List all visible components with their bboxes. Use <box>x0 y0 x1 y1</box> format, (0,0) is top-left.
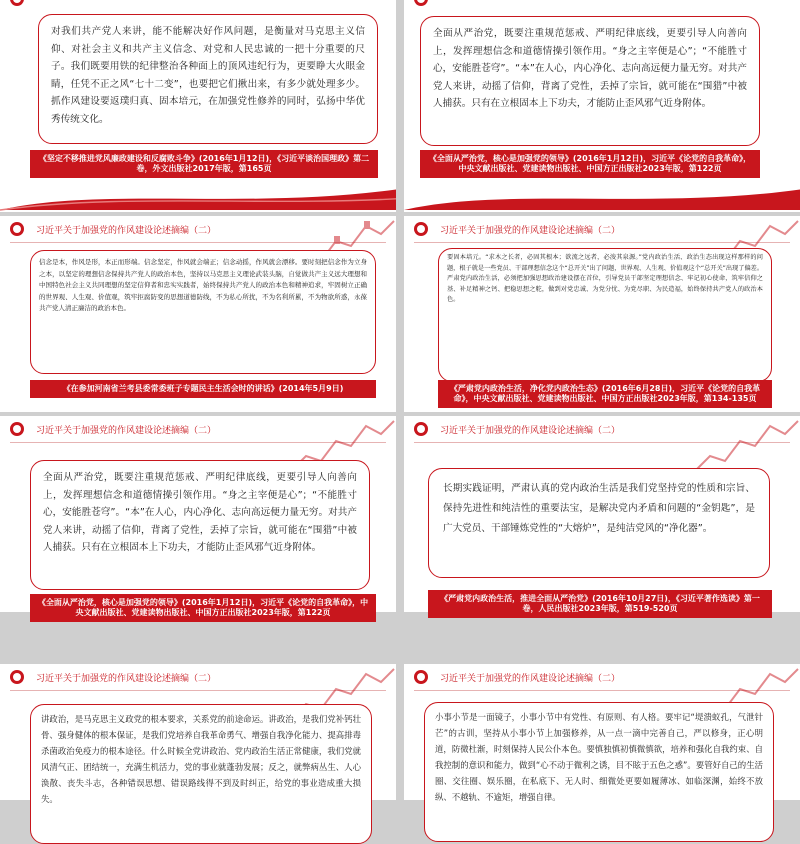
quote-text: 信念是本，作风是形，本正而形端。信念坚定，作风就会端正；信念动摇，作风就会漂移。要时刻把信念作为立身之本，以坚定的理想信念保持共产党人的政治本色，坚持以马克思主义理论武装头脑，自觉做共产主义远大理想和中国特色社会主义共同理想的坚定信仰者和忠实实践者，始终保持共产党人的政治本色和精神追求，牢固树立正确的世界观、人生观、价值观，筑牢拒腐防变的思想道德防线，不为私心所扰，不为名利所累，不为物欲所惑，永葆共产党人清正廉洁的政治本色。 <box>39 258 367 312</box>
citation-bar <box>420 150 760 178</box>
slide-8[interactable] <box>404 664 800 800</box>
citation-text: 《全面从严治党，核心是加强党的领导》(2016年1月12日)，习近平《论党的自我革命》，中央文献出版社、党建读物出版社、中国方正出版社2023年版，第122页 <box>428 154 752 173</box>
logo-badge-icon <box>10 670 24 684</box>
slide-title: 习近平关于加强党的作风建设论述摘编（二） <box>440 425 621 436</box>
citation-text: 《在参加河南省兰考县委常委班子专题民主生活会时的讲话》(2014年5月9日) <box>62 384 344 393</box>
logo-badge-icon <box>10 222 24 236</box>
quote-box <box>30 250 376 374</box>
quote-box <box>428 468 770 578</box>
logo-badge-icon <box>10 0 24 6</box>
citation-text: 《严肃党内政治生活，净化党内政治生态》(2016年6月28日)，习近平《论党的自我革命》，中央文献出版社、党建读物出版社、中国方正出版社2023年版，第134-135页 <box>449 384 761 403</box>
slide-header <box>404 0 800 12</box>
citation-text: 《全面从严治党，核心是加强党的领导》(2016年1月12日)，习近平《论党的自我革命》，中央文献出版社、党建读物出版社、中国方正出版社2023年版，第122页 <box>37 598 369 617</box>
slide-1[interactable] <box>0 0 396 212</box>
slide-header <box>0 0 396 12</box>
citation-text: 《坚定不移推进党风廉政建设和反腐败斗争》(2016年1月12日)，《习近平谈治国理政》第二卷，外文出版社2017年版，第165页 <box>38 154 370 173</box>
quote-text: 讲政治，是马克思主义政党的根本要求，关系党的前途命运。讲政治，是我们党补钙壮骨、强身健体的根本保证，是我们党培养自我革命勇气、增强自我净化能力、提高排毒杀菌政治免疫力的根本途径。什么时候全党讲政治、党内政治生活正常健康，我们党就风清气正、团结统一，充满生机活力，党的事业就蓬勃发展；反之，就弊病丛生、人心涣散、丧失斗志，各种错误思想、错误路线得不到及时纠正，给党的事业造成重大损失。 <box>41 714 361 804</box>
slide-6[interactable] <box>404 416 800 612</box>
logo-badge-icon <box>414 222 428 236</box>
quote-text: 全面从严治党，既要注重规范惩戒、严明纪律底线，更要引导人向善向上，发挥理想信念和道德情操引领作用。“身之主宰便是心”；“不能胜寸心，安能胜苍穹”。“本”在人心，内心净化、志向高远便力量无穷。对共产党人来讲，动摇了信仰，背离了党性，丢掉了宗旨，就可能在“围猎”中被人捕获。只有在立根固本上下功夫，才能防止歪风邪气近身附体。 <box>43 472 357 553</box>
citation-bar <box>428 590 772 618</box>
quote-box <box>420 16 760 146</box>
slide-title: 习近平关于加强党的作风建设论述摘编（二） <box>440 225 621 236</box>
logo-badge-icon <box>414 670 428 684</box>
slide-4[interactable] <box>404 216 800 412</box>
logo-badge-icon <box>10 422 24 436</box>
quote-text: 对我们共产党人来讲，能不能解决好作风问题，是衡量对马克思主义信仰、对社会主义和共产主义信念、对党和人民忠诚的一把十分重要的尺子。我们既要用铁的纪律整治各种面上的顶风违纪行为，更要睁大火眼金睛，任凭不正之风“七十二变”，也要把它们揪出来，有多少就处理多少。抓作风建设要返璞归真、固本培元，在加强党性修养的同时，弘扬中华优秀传统文化。 <box>51 26 365 125</box>
quote-box <box>438 248 772 382</box>
logo-badge-icon <box>414 422 428 436</box>
red-wave-decoration <box>404 182 800 210</box>
citation-bar <box>438 380 772 408</box>
slide-title: 习近平关于加强党的作风建设论述摘编（二） <box>36 425 217 436</box>
quote-box <box>30 460 370 590</box>
citation-bar <box>30 594 376 622</box>
citation-bar <box>30 150 378 178</box>
quote-box <box>30 704 372 844</box>
logo-badge-icon <box>414 0 428 6</box>
citation-bar <box>30 380 376 398</box>
quote-text: 要固本培元。“求木之长者，必固其根本；欲流之远者，必浚其泉源。”党内政治生活、政治生态出现这样那样的问题，根子就是一些党员、干部理想信念这个“总开关”出了问题，世界观、人生观、价值观这个“总开关”出现了偏差。严肃党内政治生活，必须把加强思想政治建设摆在首位，引导党员干部坚定理想信念、牢记初心使命，筑牢信仰之基、补足精神之钙、把稳思想之舵，做到对党忠诚、为党分忧、为党尽职、为民造福，始终保持共产党人的政治本色。 <box>447 254 764 303</box>
quote-box <box>38 14 378 144</box>
great-wall-icon <box>690 416 800 476</box>
quote-text: 全面从严治党，既要注重规范惩戒、严明纪律底线，更要引导人向善向上，发挥理想信念和道德情操引领作用。“身之主宰便是心”；“不能胜寸心，安能胜苍穹”。“本”在人心，内心净化、志向高远便力量无穷。对共产党人来讲，动摇了信仰，背离了党性，丢掉了宗旨，就可能在“围猎”中被人捕获。只有在立根固本上下功夫，才能防止歪风邪气近身附体。 <box>433 28 747 109</box>
quote-box <box>424 702 774 842</box>
slide-7[interactable] <box>0 664 396 804</box>
red-wave-decoration <box>0 182 396 210</box>
slide-2[interactable] <box>404 0 800 212</box>
citation-text: 《严肃党内政治生活，推进全面从严治党》(2016年10月27日)，《习近平著作选读》第一卷，人民出版社2023年版，第519-520页 <box>440 594 760 613</box>
slide-3[interactable] <box>0 216 396 412</box>
slide-title: 习近平关于加强党的作风建设论述摘编（二） <box>36 225 217 236</box>
slide-title: 习近平关于加强党的作风建设论述摘编（二） <box>440 673 621 684</box>
slide-title: 习近平关于加强党的作风建设论述摘编（二） <box>36 673 217 684</box>
slide-5[interactable] <box>0 416 396 617</box>
quote-text: 小事小节是一面镜子，小事小节中有党性、有原则、有人格。要牢记“堤溃蚁孔，气泄针芒”的古训，坚持从小事小节上加强修养，从一点一滴中完善自己，严以修身，正心明道，防微杜渐，时刻保持人民公仆本色。要慎独慎初慎微慎欲，培养和强化自我约束、自我控制的意识和能力，做到“心不动于微利之诱，目不眩于五色之惑”。要管好自己的生活圈、交往圈、娱乐圈，在私底下、无人时、细微处更要如履薄冰、如临深渊，始终不放纵、不越轨、不逾矩，增强自律。 <box>435 712 763 802</box>
quote-text: 长期实践证明，严肃认真的党内政治生活是我们党坚持党的性质和宗旨、保持先进性和纯洁性的重要法宝，是解决党内矛盾和问题的“金钥匙”，是广大党员、干部锤炼党性的“大熔炉”，是纯洁党风的“净化器”。 <box>443 483 755 534</box>
